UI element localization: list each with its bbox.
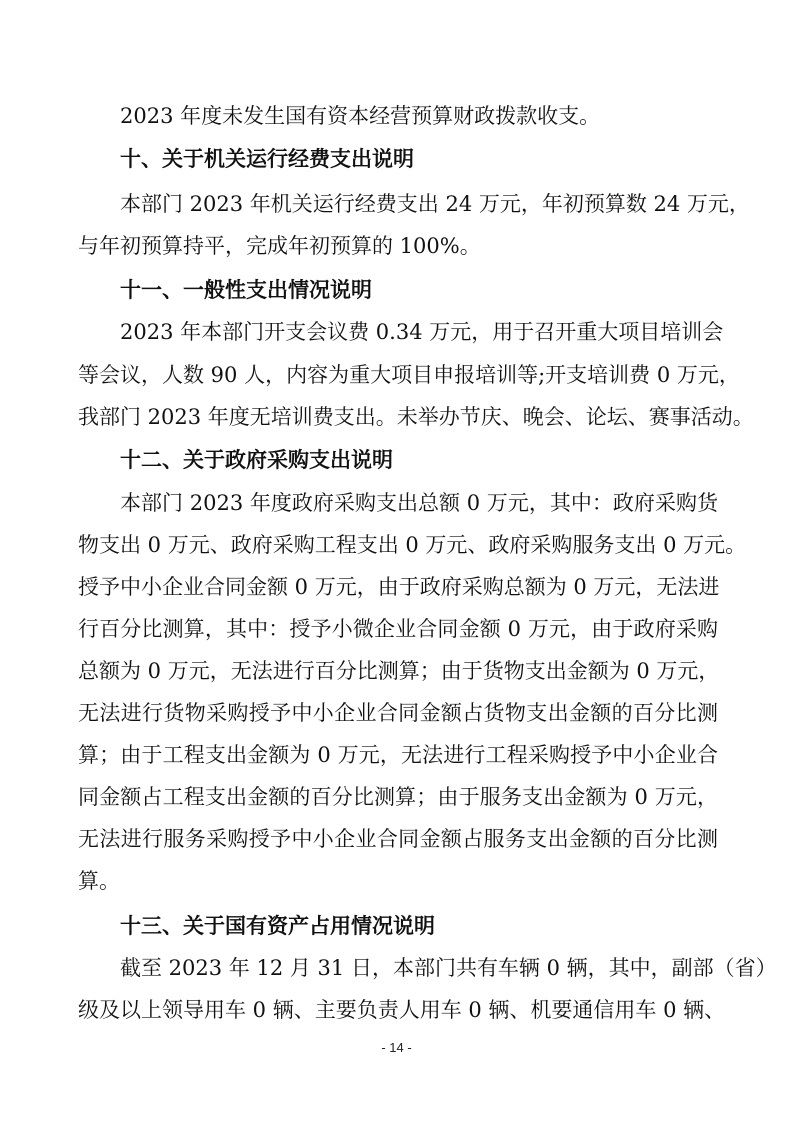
body-line: 无法进行服务采购授予中小企业合同金额占服务支出金额的百分比测 <box>78 827 718 851</box>
section-heading-13: 十三、关于国有资产占用情况说明 <box>120 914 435 938</box>
body-line: 授予中小企业合同金额 0 万元，由于政府采购总额为 0 万元，无法进 <box>78 575 720 599</box>
body-line: 与年初预算持平，完成年初预算的 100%。 <box>78 234 481 258</box>
section-heading-12: 十二、关于政府采购支出说明 <box>120 448 393 472</box>
body-line: 级及以上领导用车 0 辆、主要负责人用车 0 辆、机要通信用车 0 辆、 <box>78 998 726 1022</box>
body-line: 算。 <box>78 869 120 893</box>
body-line: 截至 2023 年 12 月 31 日，本部门共有车辆 0 辆，其中，副部（省） <box>120 956 777 980</box>
body-line: 算；由于工程支出金额为 0 万元，无法进行工程采购授予中小企业合 <box>78 743 718 767</box>
body-line: 本部门 2023 年机关运行经费支出 24 万元，年初预算数 24 万元， <box>120 192 750 216</box>
section-heading-10: 十、关于机关运行经费支出说明 <box>120 147 414 171</box>
body-line: 等会议，人数 90 人，内容为重大项目申报培训等;开支培训费 0 万元， <box>78 363 740 387</box>
body-line: 2023 年度未发生国有资本经营预算财政拨款收支。 <box>120 104 601 128</box>
body-line: 同金额占工程支出金额的百分比测算；由于服务支出金额为 0 万元， <box>78 785 718 809</box>
body-line: 我部门 2023 年度无培训费支出。未举办节庆、晚会、论坛、赛事活动。 <box>78 405 754 429</box>
body-line: 2023 年本部门开支会议费 0.34 万元，用于召开重大项目培训会 <box>120 320 724 344</box>
page-number: - 14 - <box>381 1040 412 1055</box>
body-line: 行百分比测算，其中：授予小微企业合同金额 0 万元，由于政府采购 <box>78 617 718 641</box>
body-line: 本部门 2023 年度政府采购支出总额 0 万元，其中：政府采购货 <box>120 491 718 515</box>
body-line: 无法进行货物采购授予中小企业合同金额占货物支出金额的百分比测 <box>78 701 718 725</box>
body-line: 总额为 0 万元，无法进行百分比测算；由于货物支出金额为 0 万元， <box>78 659 720 683</box>
section-heading-11: 十一、一般性支出情况说明 <box>120 278 372 302</box>
body-line: 物支出 0 万元、政府采购工程支出 0 万元、政府采购服务支出 0 万元。 <box>78 533 747 557</box>
